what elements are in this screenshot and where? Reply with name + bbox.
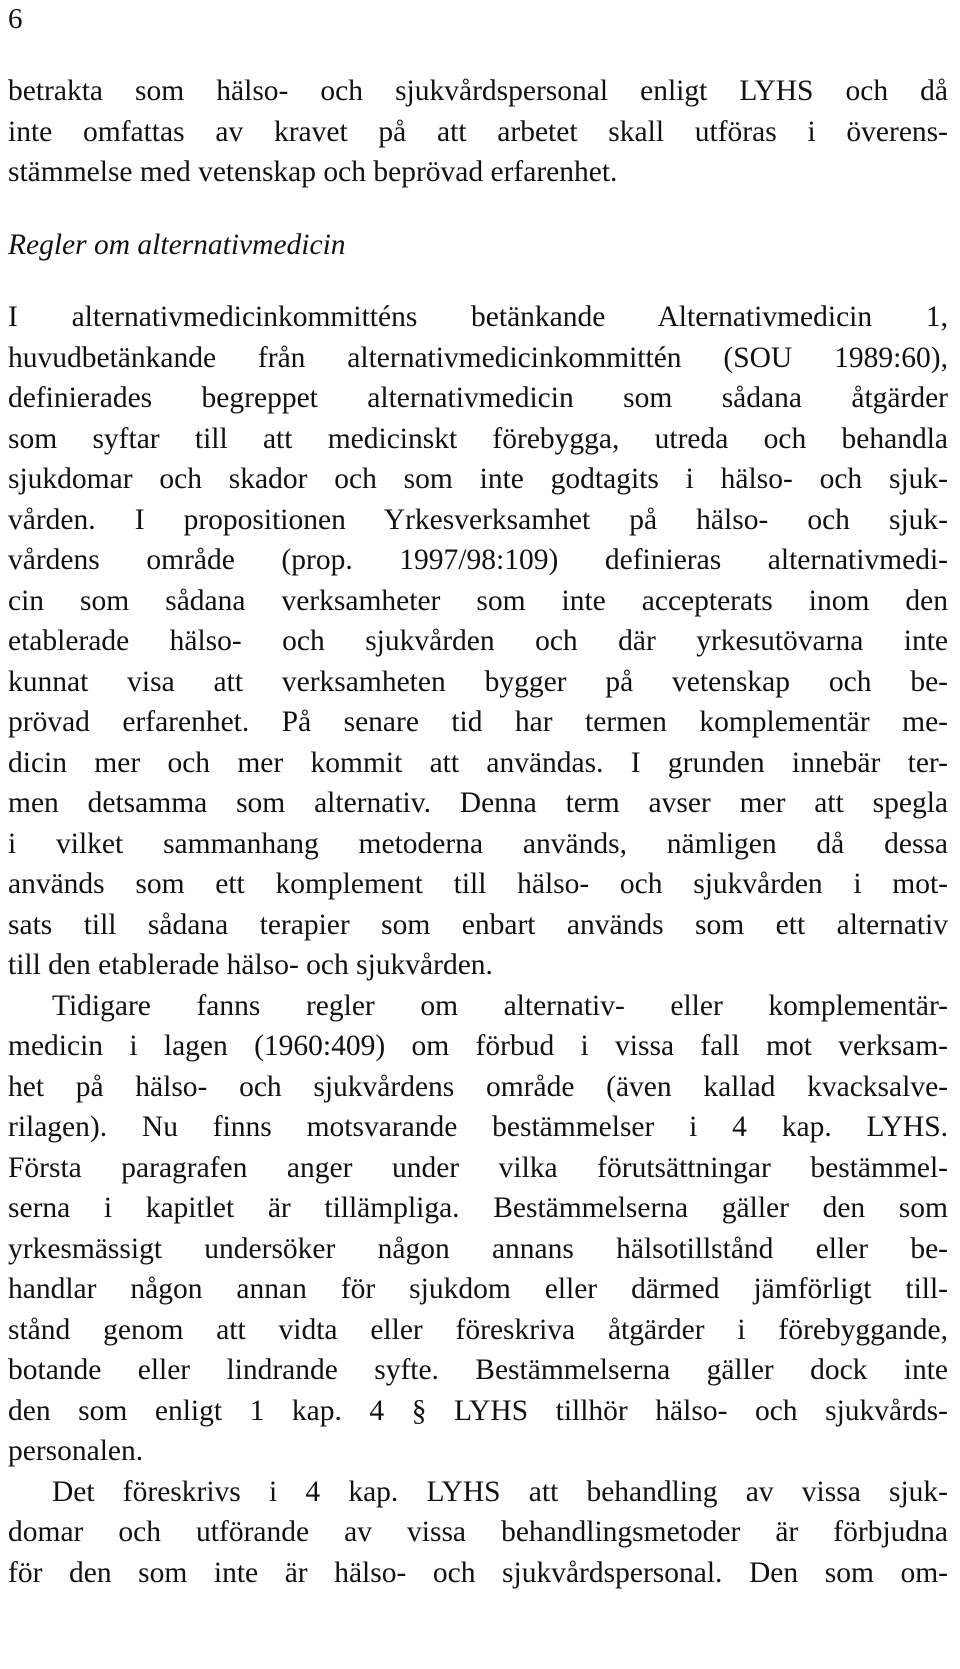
text-line: Första paragrafen anger under vilka förutsättningar bestämmel- — [8, 1151, 948, 1184]
document-body — [8, 71, 948, 1593]
text-line: som syftar till att medicinskt förebygga, utreda och behandla — [8, 422, 948, 455]
text-line: kunnat visa att verksamheten bygger på vetenskap och be- — [8, 665, 948, 698]
text-line: till den etablerade hälso- och sjukvården. — [8, 949, 493, 981]
text-line: het på hälso- och sjukvårdens område (även kallad kvacksalve- — [8, 1070, 948, 1103]
paragraph-2 — [8, 986, 948, 1472]
text-line: prövad erfarenhet. På senare tid har termen komplementär me- — [8, 706, 948, 738]
paragraph-1 — [8, 297, 948, 986]
text-line: används som ett komplement till hälso- och sjukvården i mot- — [8, 868, 948, 900]
text-line: betrakta som hälso- och sjukvårdspersonal enligt LYHS och då — [8, 75, 948, 107]
text-line: den som enligt 1 kap. 4 § LYHS tillhör hälso- och sjukvårds- — [8, 1394, 948, 1427]
text-line: dicin mer och mer kommit att användas. I grunden innebär ter- — [8, 746, 948, 779]
text-line: inte omfattas av kravet på att arbetet skall utföras i överens- — [8, 115, 948, 148]
text-line: rilagen). Nu finns motsvarande bestämmelser i 4 kap. LYHS. — [8, 1111, 948, 1143]
text-line: domar och utförande av vissa behandlingsmetoder är förbjudna — [8, 1516, 948, 1548]
text-line: yrkesmässigt undersöker någon annans hälsotillstånd eller be- — [8, 1232, 948, 1265]
text-line: serna i kapitlet är tillämpliga. Bestämmelserna gäller den som — [8, 1192, 948, 1224]
intro-paragraph — [8, 71, 948, 193]
section-heading: Regler om alternativmedicin — [8, 228, 346, 261]
paragraph-3 — [8, 1472, 948, 1594]
text-line: men detsamma som alternativ. Denna term avser mer att spegla — [8, 787, 948, 819]
text-line: I alternativmedicinkommitténs betänkande Alternativmedicin 1, — [8, 301, 948, 333]
text-line: etablerade hälso- och sjukvården och där yrkesutövarna inte — [8, 625, 948, 657]
text-line: Tidigare fanns regler om alternativ- eller komplementär- — [52, 989, 948, 1022]
text-line: stånd genom att vidta eller föreskriva åtgärder i förebyggande, — [8, 1313, 948, 1346]
text-line: sjukdomar och skador och som inte godtagits i hälso- och sjuk- — [8, 463, 948, 495]
text-line: definierades begreppet alternativmedicin som sådana åtgärder — [8, 382, 948, 414]
text-line: huvudbetänkande från alternativmedicinkommittén (SOU 1989:60), — [8, 341, 948, 374]
text-line: sats till sådana terapier som enbart används som ett alternativ — [8, 908, 948, 941]
text-line: botande eller lindrande syfte. Bestämmelserna gäller dock inte — [8, 1354, 948, 1386]
text-line: personalen. — [8, 1435, 144, 1467]
text-line: stämmelse med vetenskap och beprövad erfarenhet. — [8, 156, 618, 188]
text-line: i vilket sammanhang metoderna används, nämligen då dessa — [8, 827, 948, 860]
text-line: cin som sådana verksamheter som inte accepterats inom den — [8, 584, 948, 617]
text-line: för den som inte är hälso- och sjukvårdspersonal. Den som om- — [8, 1556, 948, 1589]
text-line: vården. I propositionen Yrkesverksamhet på hälso- och sjuk- — [8, 503, 948, 536]
text-line: Det föreskrivs i 4 kap. LYHS att behandling av vissa sjuk- — [52, 1475, 948, 1508]
text-line: vårdens område (prop. 1997/98:109) definieras alternativmedi- — [8, 544, 948, 576]
page-number: 6 — [8, 3, 23, 35]
text-line: medicin i lagen (1960:409) om förbud i vissa fall mot verksam- — [8, 1030, 948, 1062]
text-line: handlar någon annan för sjukdom eller därmed jämförligt till- — [8, 1273, 948, 1305]
